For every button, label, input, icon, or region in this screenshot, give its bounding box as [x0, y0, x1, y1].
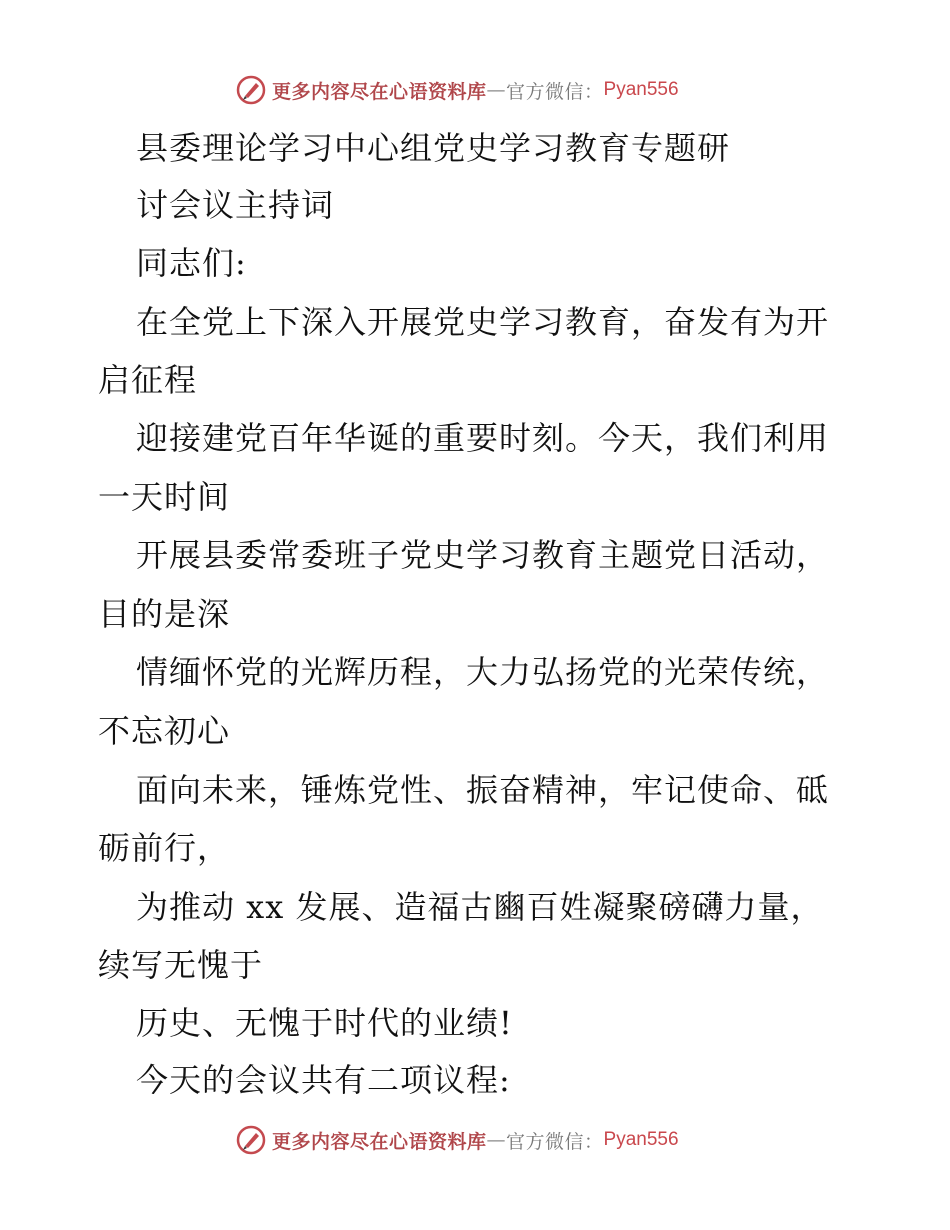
document-title-line-2: 讨会议主持词: [136, 186, 335, 224]
paragraph-line: 在全党上下深入开展党史学习教育，奋发有为开: [136, 303, 830, 341]
banner-wechat-id: Pyan556: [603, 1129, 679, 1150]
banner-site-text: 更多内容尽在心语资料库: [272, 1130, 487, 1153]
quill-logo-icon: [236, 75, 266, 105]
footer-banner: [0, 1120, 950, 1160]
banner-content: [236, 70, 679, 110]
paragraph-line: 续写无愧于: [98, 946, 264, 984]
paragraph-line: 今天的会议共有二项议程:: [136, 1061, 511, 1099]
header-banner: [0, 70, 950, 110]
banner-wechat-id: Pyan556: [603, 79, 679, 100]
banner-content: [236, 1120, 679, 1160]
paragraph-line: 迎接建党百年华诞的重要时刻。今天，我们利用: [136, 419, 830, 457]
paragraph-line: 为推动 xx 发展、造福古豳百姓凝聚磅礴力量，: [136, 888, 824, 926]
paragraph-line: 面向未来，锤炼党性、振奋精神，牢记使命、砥: [136, 771, 830, 809]
banner-official-label: 官方微信：: [506, 80, 604, 103]
greeting: 同志们:: [136, 244, 247, 282]
paragraph-line: 启征程: [98, 361, 198, 399]
banner-dash: —: [486, 1129, 507, 1151]
quill-logo-icon: [236, 1125, 266, 1155]
banner-site-text: 更多内容尽在心语资料库: [272, 80, 487, 103]
banner-dash: —: [486, 79, 507, 101]
paragraph-line: 情缅怀党的光辉历程，大力弘扬党的光荣传统，: [136, 653, 830, 691]
paragraph-line: 一天时间: [98, 478, 231, 516]
paragraph-line: 目的是深: [98, 595, 231, 633]
paragraph-line: 砺前行，: [98, 829, 231, 867]
paragraph-line: 历史、无愧于时代的业绩!: [136, 1004, 513, 1042]
document-title-line-1: 县委理论学习中心组党史学习教育专题研: [136, 129, 731, 167]
paragraph-line: 不忘初心: [98, 712, 231, 750]
banner-official-label: 官方微信：: [506, 1130, 604, 1153]
paragraph-line: 开展县委常委班子党史学习教育主题党日活动，: [136, 536, 830, 574]
